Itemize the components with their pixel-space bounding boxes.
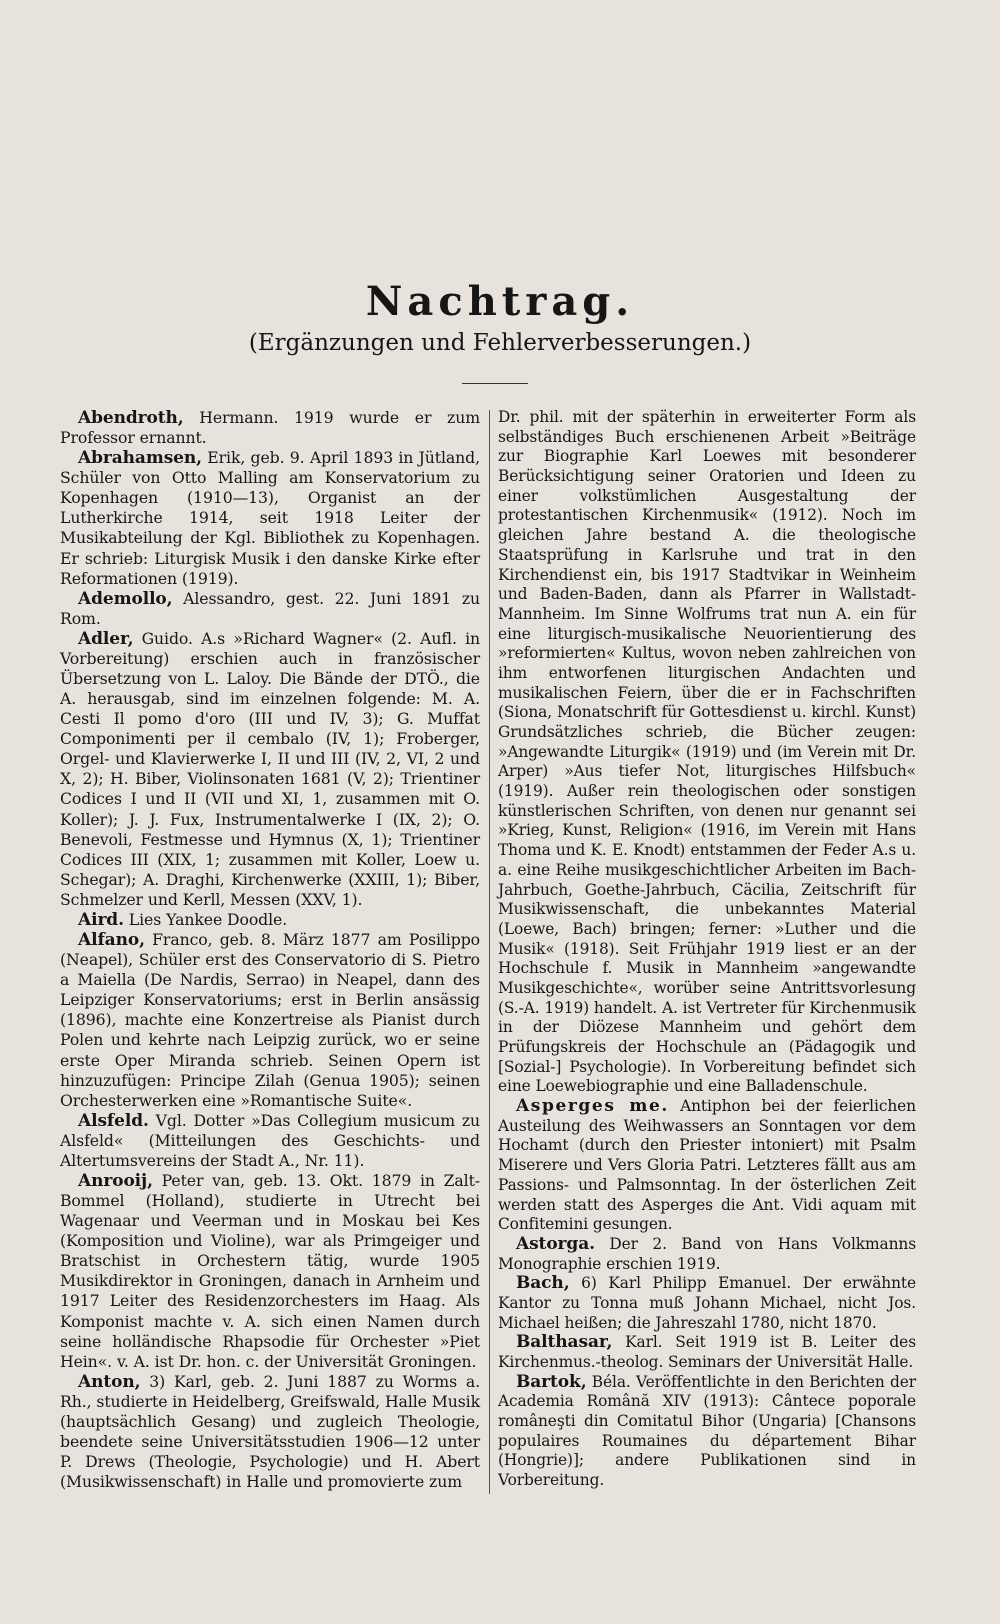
entry-text: Alessandro, gest. 22. Juni 1891 zu Rom. (60, 588, 480, 628)
headword: Alsfeld. (78, 1110, 149, 1131)
left-column (60, 408, 480, 1492)
entry-astorga (498, 1235, 916, 1274)
entry-aird (60, 910, 480, 930)
entry-adler (60, 629, 480, 910)
headword: Anrooij, (78, 1170, 153, 1191)
entry-ademollo (60, 589, 480, 629)
entry-text: Guido. A.s »Richard Wagner« (2. Aufl. in Vorbereitung) erschien auch in französischer Übersetzung von L. Laloy. Die Bände der DTÖ., die A. herausgab, sind im einzelnen folgende: M. A. Cesti Il pomo d'oro (III und IV, 3); G. Muffat Componimenti per il cembalo (IV, 1); Froberger, Orgel- und Klavierwerke I, II und III (IV, 2, VI, 2 und X, 2); H. Biber, Violinsonaten 1681 (V, 2); Trientiner Codices I und II (VII und XI, 1, zusammen mit O. Koller); J. J. Fux, Instrumentalwerke I (IX, 2); O. Benevoli, Festmesse und Hymnus (X, 1); Trientiner Codices III (XIX, 1; zusammen mit Koller, Loew u. Schegar); A. Draghi, Kirchenwerke (XXIII, 1); Biber, Schmelzer und Kerll, Messen (XXV, 1). (60, 628, 480, 909)
entry-text: Peter van, geb. 13. Okt. 1879 in Zalt-Bommel (Holland), studierte in Utrecht bei Wagenaar und Veerman und in Moskau bei Kes (Komposition und Violine), war als Primgeiger und Bratschist in Orchestern tätig, wurde 1905 Musikdirektor in Groningen, danach in Arnheim und 1917 Leiter des Residenzorchesters im Haag. Als Komponist machte v. A. sich einen Namen durch seine holländische Rhapsodie für Orchester »Piet Hein«. v. A. ist Dr. hon. c. der Universität Groningen. (60, 1170, 480, 1371)
headword: Bartok, (516, 1371, 587, 1392)
page-title: Nachtrag. (365, 278, 635, 325)
headword: Aird. (78, 909, 124, 930)
entry-anton (60, 1372, 480, 1492)
right-column (498, 408, 916, 1491)
headword: Astorga. (516, 1233, 595, 1254)
title-rule (462, 383, 528, 384)
headword: Asperges me. (516, 1096, 669, 1117)
entry-text: Lies Yankee Doodle. (123, 909, 288, 929)
headword: Bach, (516, 1273, 570, 1294)
entry-text: Erik, geb. 9. April 1893 in Jütland, Schüler von Otto Malling am Konservatorium zu Kopenhagen (1910—13), Organist an der Lutherkirche 1914, seit 1918 Leiter der Musikabteilung der Kgl. Bibliothek zu Kopenhagen. Er schrieb: Liturgisk Musik i den danske Kirke efter Reformationen (1919). (60, 448, 480, 588)
entry-bartok (498, 1373, 916, 1491)
entry-text: 6) Karl Philipp Emanuel. Der erwähnte Kantor zu Tonna muß Johann Michael, nicht Jos. Michael heißen; die Jahreszahl 1780, nicht 1870. (498, 1274, 916, 1332)
entry-anton-continued (498, 408, 916, 1097)
entry-alsfeld (60, 1111, 480, 1171)
entry-asperges-me (498, 1097, 916, 1235)
entry-text: Béla. Veröffentlichte in den Berichten der Academia Română XIV (1913): Cântece poporale româneşti din Comitatul Bihor (Ungaria) [Chansons populaires Roumaines du département Bihar (Hongrie)]; andere Publikationen sind in Vorbereitung. (498, 1372, 916, 1490)
entry-text: 3) Karl, geb. 2. Juni 1887 zu Worms a. Rh., studierte in Heidelberg, Greifswald, Halle Musik (hauptsächlich Gesang) und zugleich Theologie, beendete seine Universitätsstudien 1906—12 unter P. Drews (Theologie, Psychologie) und H. Abert (Musikwissenschaft) in Halle und promovierte zum (60, 1371, 480, 1492)
entry-abendroth (60, 408, 480, 448)
headword: Abrahamsen, (78, 448, 202, 469)
headword: Adler, (78, 628, 134, 649)
entry-balthasar (498, 1333, 916, 1372)
entry-text: Dr. phil. mit der späterhin in erweiterter Form als selbständiges Buch erschienenen Arbeit »Beiträge zur Biographie Karl Loewes mit besonderer Berücksichtigung seiner Oratorien und Ideen zu einer volkstümlichen Ausgestaltung der protestantischen Kirchenmusik« (1912). Noch im gleichen Jahre bestand A. die theologische Staatsprüfung in Karlsruhe und trat in den Kirchendienst ein, bis 1917 Stadtvikar in Weinheim und Baden-Baden, dann als Pfarrer in Wallstadt-Mannheim. Im Sinne Wolfrums trat nun A. ein für eine liturgisch-musikalische Neuorientierung des »reformierten« Kultus, wovon neben zahlreichen von ihm entworfenen liturgischen Andachten und musikalischen Feiern, über die er in Fachschriften (Siona, Monatschrift für Gottesdienst u. kirchl. Kunst) Grundsätzliches schrieb, die Bücher zeugen: »Angewandte Liturgik« (1919) und (im Verein mit Dr. Arper) »Aus tiefer Not, liturgisches Hilfsbuch« (1919). Außer rein theologischen oder sonstigen künstlerischen Schriften, von denen nur genannt sei »Krieg, Kunst, Religion« (1916, im Verein mit Hans Thoma und K. E. Knodt) entstammen der Feder A.s u. a. eine Reihe musikgeschichtlicher Arbeiten im Bach-Jahrbuch, Goethe-Jahrbuch, Cäcilia, Zeitschrift für Musikwissenschaft, die unbekanntes Material (Loewe, Bach) bringen; ferner: »Luther und die Musik« (1918). Seit Frühjahr 1919 liest er an der Hochschule f. Musik in Mannheim »angewandte Musikgeschichte«, worüber seine Antrittsvorlesung (S.-A. 1919) handelt. A. ist Vertreter für Kirchenmusik in der Diözese Mannheim und gehört dem Prüfungskreis der Hochschule an (Pädagogik und [Sozial-] Psychologie). In Vorbereitung befindet sich eine Loewebiographie und eine Balladenschule. (498, 408, 916, 1096)
headword: Balthasar, (516, 1332, 613, 1353)
headword: Anton, (78, 1371, 141, 1392)
entry-text: Der 2. Band von Hans Volkmanns Monographie erschien 1919. (498, 1234, 916, 1273)
headword: Abendroth, (78, 408, 184, 428)
headword: Ademollo, (78, 588, 173, 609)
headword: Alfano, (78, 930, 145, 951)
entry-text: Karl. Seit 1919 ist B. Leiter des Kirchenmus.-theolog. Seminars der Universität Halle. (498, 1333, 916, 1371)
entry-text: Franco, geb. 8. März 1877 am Posilippo (Neapel), Schüler erst des Conservatorio di S. Pietro a Maiella (De Nardis, Serrao) in Neapel, dann des Leipziger Konservatoriums; erst in Berlin ansässig (1896), machte eine Konzertreise als Pianist durch Polen und kehrte nach Leipzig zurück, wo er seine erste Oper Miranda schrieb. Seinen Opern ist hinzuzufügen: Principe Zilah (Genua 1905); seinen Orchesterwerken eine »Romantische Suite«. (60, 930, 480, 1110)
entry-bach (498, 1274, 916, 1333)
entry-text: Vgl. Dotter »Das Collegium musicum zu Alsfeld« (Mitteilungen des Geschichts- und Altertumsvereins der Stadt A., Nr. 11). (60, 1110, 480, 1170)
entry-anrooij (60, 1171, 480, 1372)
entry-abrahamsen (60, 448, 480, 589)
page-subtitle: (Ergänzungen und Fehlerverbesserungen.) (248, 330, 752, 356)
column-divider (489, 410, 490, 1494)
entry-alfano (60, 930, 480, 1111)
entry-text: Antiphon bei der feierlichen Austeilung des Weihwassers an Sonntagen vor dem Hochamt (durch den Priester intoniert) mit Psalm Miserere und Vers Gloria Patri. Letzteres fällt aus am Passions- und Palmsonntag. In der österlichen Zeit werden statt des Asperges die Ant. Vidi aquam mit Confitemini gesungen. (498, 1097, 916, 1234)
entry-text: Hermann. 1919 wurde er zum Professor ernannt. (60, 408, 480, 448)
